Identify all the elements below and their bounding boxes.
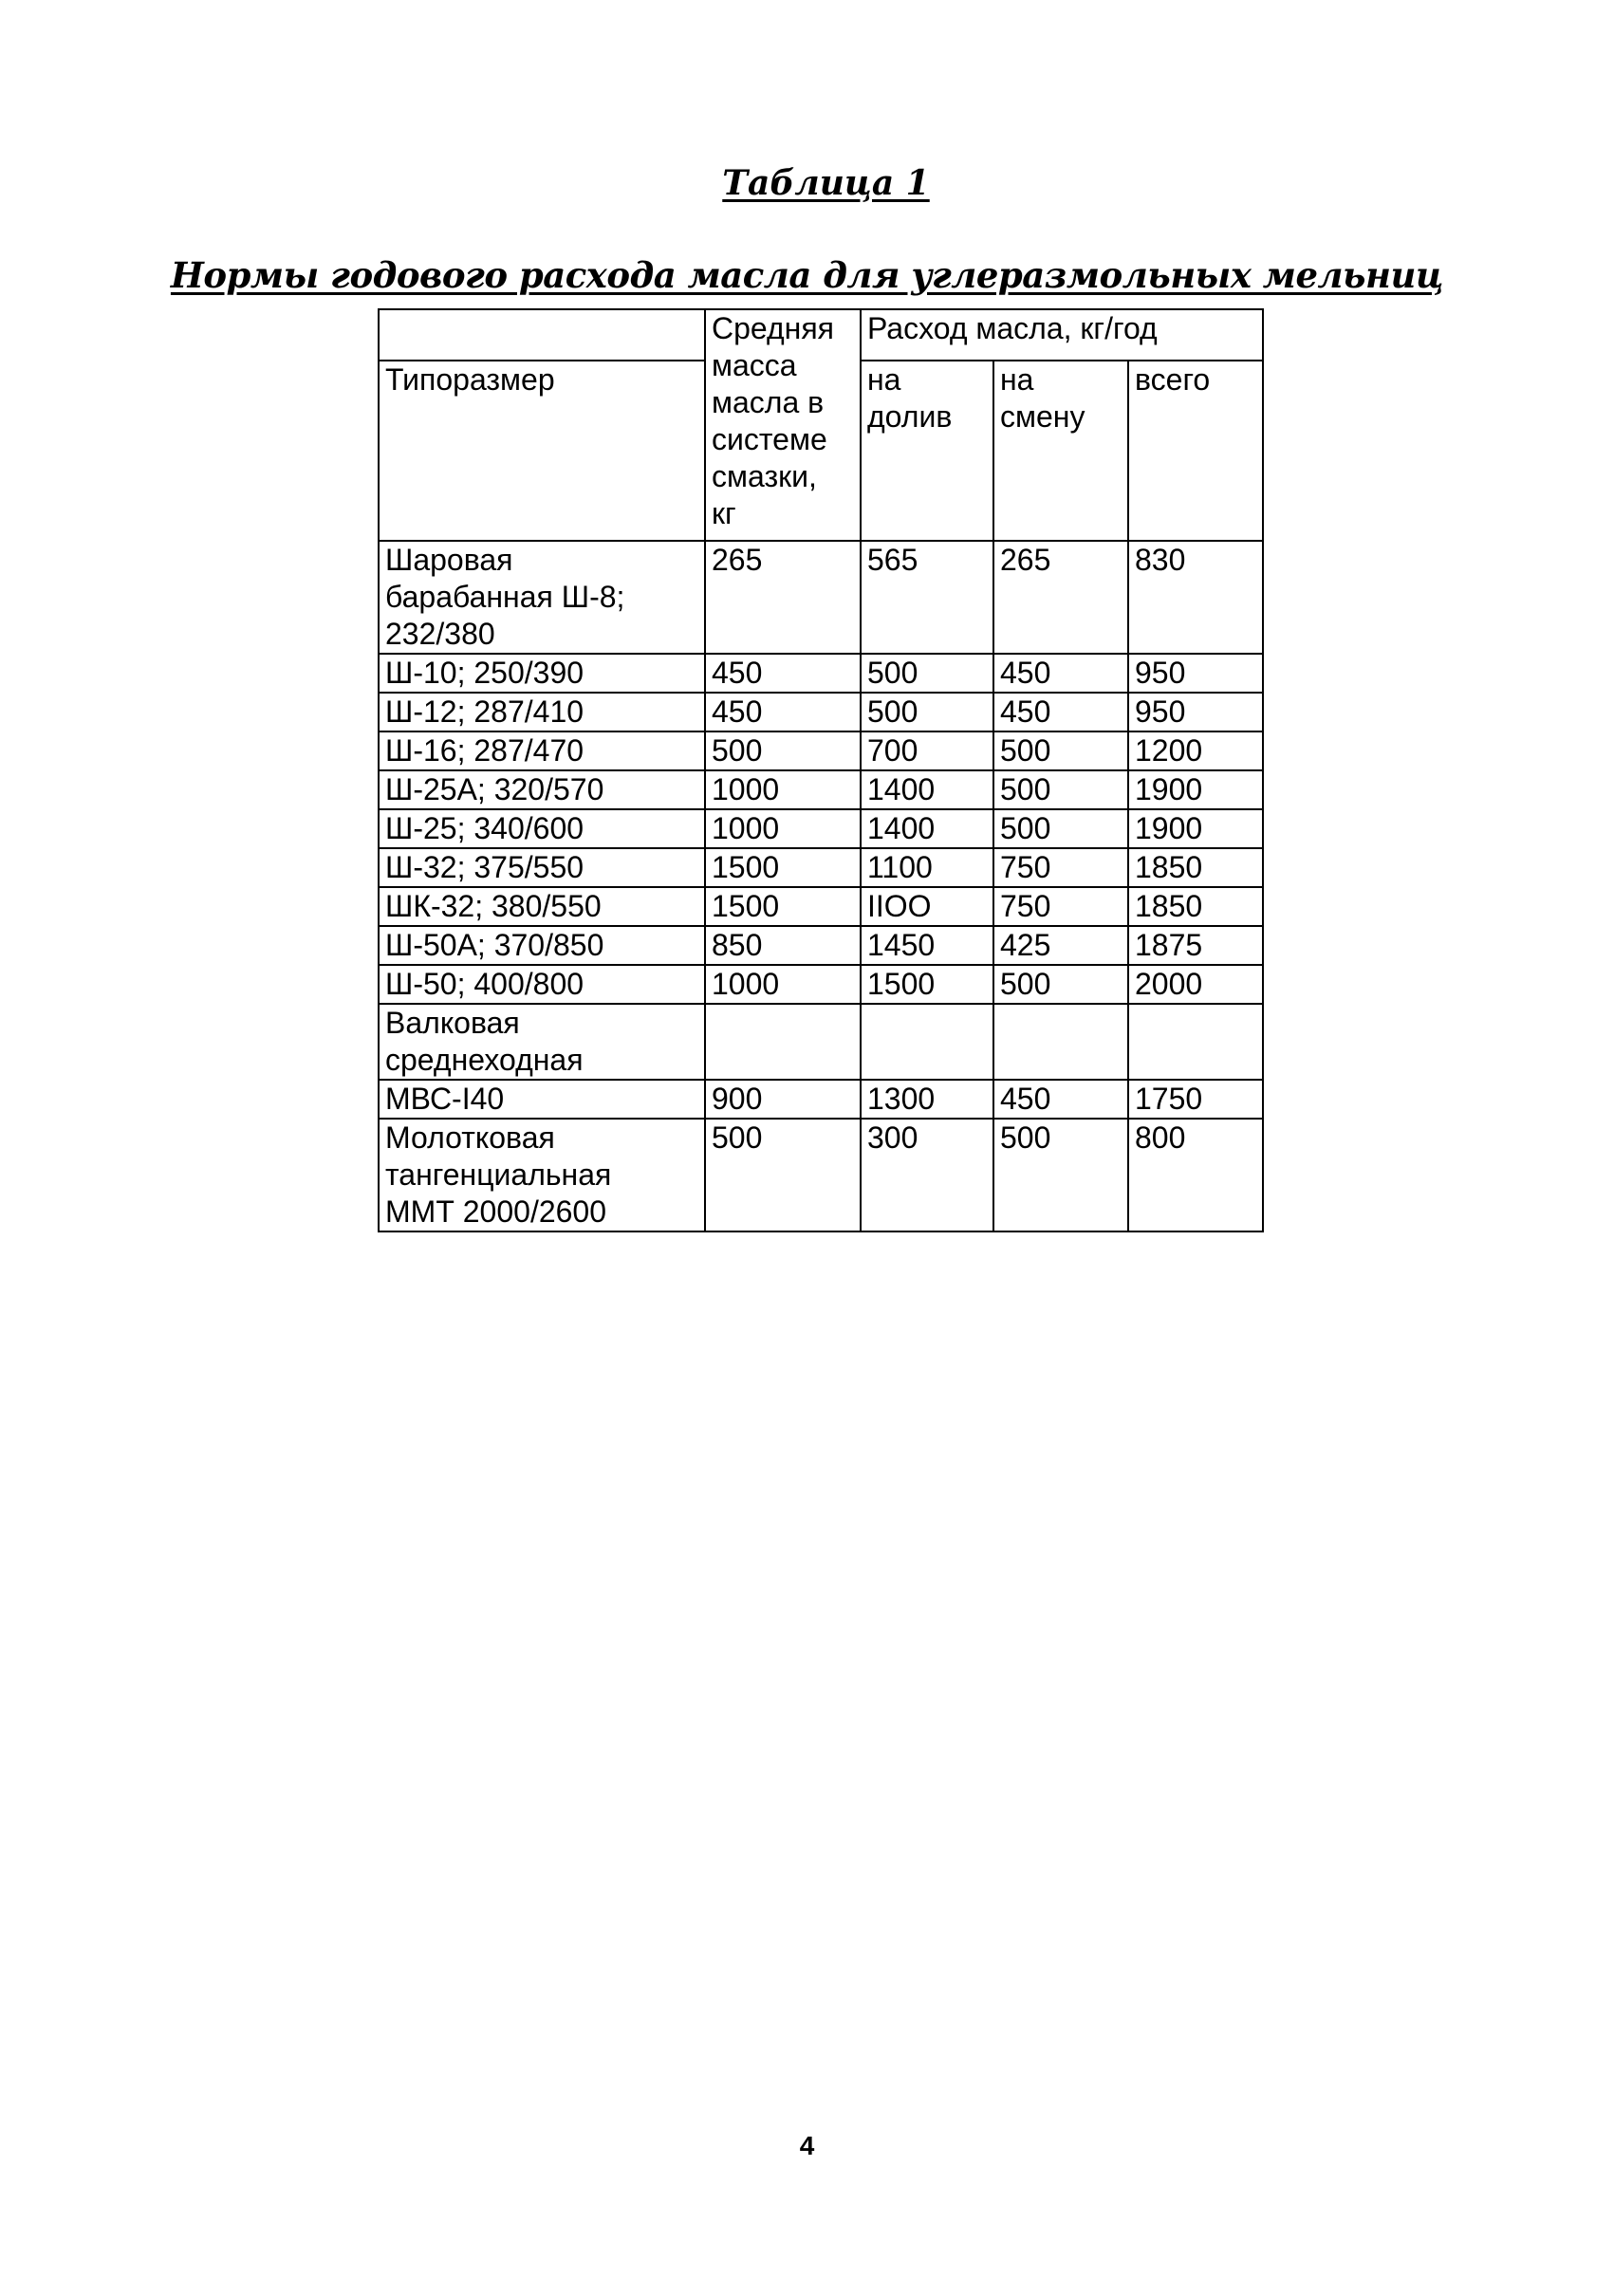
cell-total: 1900: [1128, 770, 1263, 809]
cell-change: 500: [993, 1119, 1128, 1231]
cell-change: 500: [993, 965, 1128, 1004]
page-number: 4: [799, 2131, 815, 2160]
cell-topup: 500: [861, 693, 993, 731]
table-row: [379, 887, 1263, 926]
table-title: Нормы годового расхода масла для углеразмольных мельниц: [170, 254, 1444, 296]
cell-change: 500: [993, 770, 1128, 809]
header-spacer: [379, 309, 705, 361]
cell-avg-mass: 900: [705, 1080, 861, 1119]
cell-type-size: Ш-25А; 320/570: [379, 770, 705, 809]
cell-topup: 1450: [861, 926, 993, 965]
cell-topup: 565: [861, 541, 993, 654]
table-row: [379, 693, 1263, 731]
cell-avg-mass: 500: [705, 1119, 861, 1231]
cell-total: [1128, 1004, 1263, 1080]
cell-avg-mass: 450: [705, 693, 861, 731]
cell-total: 2000: [1128, 965, 1263, 1004]
cell-change: 500: [993, 809, 1128, 848]
cell-total: 950: [1128, 654, 1263, 693]
header-row-1: [379, 309, 1263, 361]
cell-avg-mass: 1000: [705, 809, 861, 848]
cell-topup: IIOO: [861, 887, 993, 926]
table-row: [379, 1004, 1263, 1080]
cell-avg-mass: 1500: [705, 887, 861, 926]
header-avg-mass: Средняя масса масла в системе смазки, кг: [705, 309, 861, 541]
cell-total: 1850: [1128, 848, 1263, 887]
cell-change: 750: [993, 887, 1128, 926]
cell-topup: 1400: [861, 809, 993, 848]
cell-avg-mass: 500: [705, 731, 861, 770]
cell-avg-mass: 1000: [705, 965, 861, 1004]
cell-type-size: Молотковая тангенциальная ММТ 2000/2600: [379, 1119, 705, 1231]
cell-change: 450: [993, 1080, 1128, 1119]
cell-type-size: Ш-50А; 370/850: [379, 926, 705, 965]
oil-consumption-table: [378, 308, 1264, 1232]
cell-topup: 300: [861, 1119, 993, 1231]
cell-type-size: Ш-12; 287/410: [379, 693, 705, 731]
cell-type-size: Ш-10; 250/390: [379, 654, 705, 693]
cell-total: 1200: [1128, 731, 1263, 770]
header-change: на смену: [993, 361, 1128, 541]
cell-topup: [861, 1004, 993, 1080]
cell-change: 265: [993, 541, 1128, 654]
cell-change: 750: [993, 848, 1128, 887]
cell-total: 950: [1128, 693, 1263, 731]
cell-change: 500: [993, 731, 1128, 770]
cell-topup: 1300: [861, 1080, 993, 1119]
cell-total: 830: [1128, 541, 1263, 654]
cell-total: 1900: [1128, 809, 1263, 848]
cell-avg-mass: [705, 1004, 861, 1080]
table-label: Таблица 1: [722, 163, 930, 203]
cell-avg-mass: 850: [705, 926, 861, 965]
cell-avg-mass: 1000: [705, 770, 861, 809]
header-consumption-group: Расход масла, кг/год: [861, 309, 1263, 361]
cell-type-size: МВС-I40: [379, 1080, 705, 1119]
table-row: [379, 731, 1263, 770]
cell-topup: 700: [861, 731, 993, 770]
cell-change: 450: [993, 693, 1128, 731]
cell-change: [993, 1004, 1128, 1080]
table-row: [379, 848, 1263, 887]
table-row: [379, 1080, 1263, 1119]
cell-avg-mass: 1500: [705, 848, 861, 887]
cell-topup: 500: [861, 654, 993, 693]
header-type-size: Типоразмер: [379, 361, 705, 541]
cell-type-size: Ш-25; 340/600: [379, 809, 705, 848]
cell-type-size: Шаровая барабанная Ш-8; 232/380: [379, 541, 705, 654]
cell-total: 1850: [1128, 887, 1263, 926]
cell-total: 1750: [1128, 1080, 1263, 1119]
cell-type-size: Ш-32; 375/550: [379, 848, 705, 887]
table-row: [379, 770, 1263, 809]
cell-topup: 1400: [861, 770, 993, 809]
cell-topup: 1100: [861, 848, 993, 887]
cell-type-size: Ш-50; 400/800: [379, 965, 705, 1004]
header-topup: на долив: [861, 361, 993, 541]
cell-type-size: ШК-32; 380/550: [379, 887, 705, 926]
cell-avg-mass: 450: [705, 654, 861, 693]
table-row: [379, 541, 1263, 654]
table-row: [379, 654, 1263, 693]
header-total: всего: [1128, 361, 1263, 541]
cell-topup: 1500: [861, 965, 993, 1004]
cell-total: 1875: [1128, 926, 1263, 965]
table-row: [379, 1119, 1263, 1231]
cell-change: 425: [993, 926, 1128, 965]
cell-type-size: Валковая среднеходная: [379, 1004, 705, 1080]
cell-change: 450: [993, 654, 1128, 693]
cell-type-size: Ш-16; 287/470: [379, 731, 705, 770]
table-row: [379, 965, 1263, 1004]
cell-avg-mass: 265: [705, 541, 861, 654]
table-row: [379, 926, 1263, 965]
cell-total: 800: [1128, 1119, 1263, 1231]
table-row: [379, 809, 1263, 848]
